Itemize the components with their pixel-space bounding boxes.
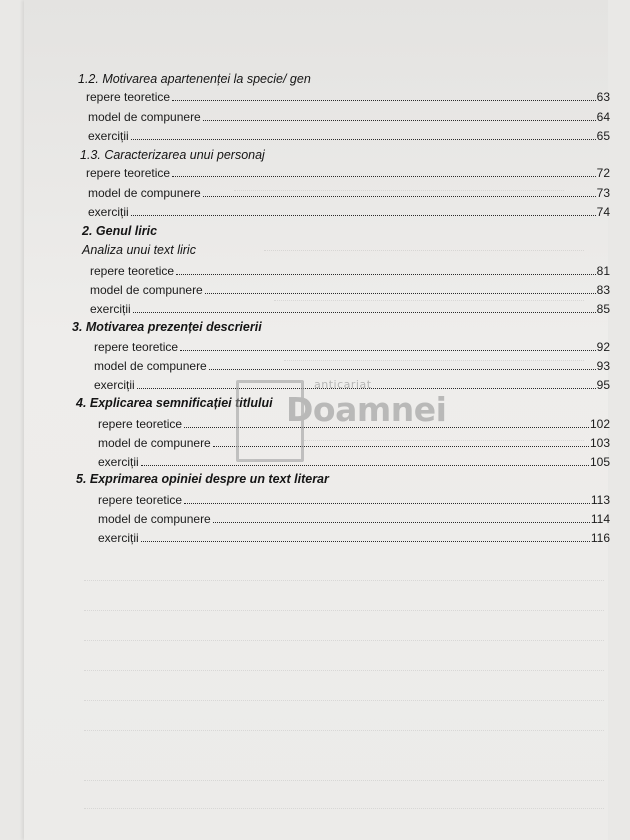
toc-entry: model de compunere 73 <box>88 186 610 200</box>
watermark-big-text: Doamnei <box>286 390 447 429</box>
toc-entry: exerciții 74 <box>88 205 610 219</box>
section-heading-1-3: 1.3. Caracterizarea unui personaj <box>80 148 265 162</box>
toc-entry: model de compunere 114 <box>98 512 610 526</box>
watermark-logo <box>236 376 447 462</box>
section-heading-5: 5. Exprimarea opiniei despre un text literar <box>76 472 329 486</box>
section-subtitle-2: Analiza unui text liric <box>82 243 196 257</box>
toc-entry: repere teoretice 81 <box>90 264 610 278</box>
toc-entry: repere teoretice 63 <box>86 90 610 104</box>
toc-entry: repere teoretice 113 <box>98 493 610 507</box>
toc-entry: model de compunere 103 <box>98 436 610 450</box>
toc-entry: exerciții 95 <box>94 378 610 392</box>
toc-entry: exerciții 116 <box>98 531 610 545</box>
toc-entry: exerciții 65 <box>88 129 610 143</box>
section-heading-3: 3. Motivarea prezenței descrierii <box>72 320 262 334</box>
toc-entry: model de compunere 93 <box>94 359 610 373</box>
toc-entry: repere teoretice 72 <box>86 166 610 180</box>
toc-entry: model de compunere 83 <box>90 283 610 297</box>
section-heading-2: 2. Genul liric <box>82 224 158 238</box>
watermark-small-text: anticariat <box>314 378 372 391</box>
toc-entry: exerciții 85 <box>90 302 610 316</box>
toc-entry: repere teoretice 92 <box>94 340 610 354</box>
toc-entry: model de compunere 64 <box>88 110 610 124</box>
section-heading-1-2: 1.2. Motivarea apartenenței la specie/ gen <box>78 72 311 86</box>
toc-entry: exerciții 105 <box>98 455 610 469</box>
section-heading-4: 4. Explicarea semnificației titlului <box>76 396 273 410</box>
toc-entry: repere teoretice 102 <box>98 417 610 431</box>
